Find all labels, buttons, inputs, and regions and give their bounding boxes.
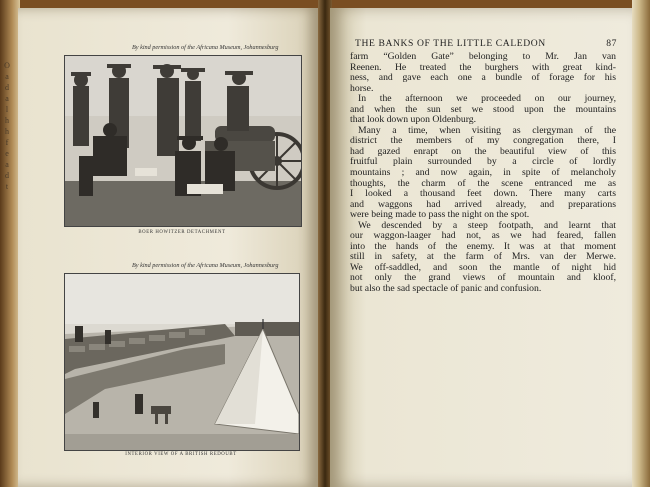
british-redoubt-illustration <box>65 274 299 450</box>
boer-howitzer-illustration <box>65 56 301 226</box>
margin-letter: a <box>5 94 9 103</box>
page-number: 87 <box>606 38 617 49</box>
text-line: fruitful plain surrounded by a circle of lordly <box>350 156 616 168</box>
paragraph <box>350 52 616 94</box>
bottom-photo-credit: By kind permission of the Africana Museum, Johannesburg <box>132 262 279 269</box>
margin-letter: f <box>5 138 9 147</box>
text-line: In the afternoon we proceeded on our journey, <box>358 93 616 105</box>
text-line: and waggons had arrived already, and preparations <box>350 198 616 210</box>
text-line: that look down upon Oldenburg. <box>350 114 477 126</box>
text-line: Reenen. He treated the burghers with great kind- <box>350 61 616 73</box>
top-photo <box>64 55 302 227</box>
paragraph <box>350 126 616 221</box>
margin-letter: a <box>5 160 9 169</box>
book-cover-edge-right <box>632 0 650 487</box>
text-line: had gazed enrapt on the beautiful view of this <box>350 145 616 157</box>
text-line: mountains ; and now again, in spite of melancholy <box>350 167 616 179</box>
body-text <box>350 52 616 295</box>
top-photo-caption: BOER HOWITZER DETACHMENT <box>138 230 226 235</box>
text-line: thoughts, the charm of the scene entranced me as <box>350 177 616 189</box>
text-line: ness, and gave each one a bundle of forage for his <box>350 72 616 84</box>
margin-letter: l <box>5 105 9 114</box>
text-line: but also the sad spectacle of panic and confusion. <box>350 283 542 295</box>
text-line: We descended by a steep footpath, and learnt that <box>358 219 616 231</box>
margin-letter: O <box>4 61 10 70</box>
running-title: THE BANKS OF THE LITTLE CALEDON <box>355 38 546 49</box>
text-line: and when the sun set we stood upon the mountains <box>350 103 616 115</box>
margin-letter: t <box>5 182 9 191</box>
text-line: We off-saddled, and soon the mantle of night hid <box>350 261 616 273</box>
text-line: still in safety, at the farm of Mrs. van der Merwe. <box>350 251 616 263</box>
margin-letter: d <box>5 171 9 180</box>
text-line: our waggon-laager had not, as we had feared, fallen <box>350 230 616 242</box>
text-line: district the members of my congregation there, I <box>350 135 616 147</box>
bottom-photo <box>64 273 300 451</box>
top-photo-credit: By kind permission of the Africana Museum, Johannesburg <box>132 44 279 51</box>
bottom-photo-caption: INTERIOR VIEW OF A BRITISH REDOUBT <box>125 452 237 457</box>
previous-page-margin-letters <box>2 60 12 260</box>
margin-letter: a <box>5 72 9 81</box>
paragraph <box>350 221 616 295</box>
text-line: horse. <box>350 82 374 94</box>
margin-letter: e <box>5 149 9 158</box>
text-line: I looked a thousand feet down. There many carts <box>350 188 616 200</box>
paragraph <box>350 94 616 126</box>
text-line: Many a time, when visiting as clergyman of the <box>358 124 616 136</box>
margin-letter: d <box>5 83 9 92</box>
margin-letter: h <box>5 116 9 125</box>
text-line: were being made to pass the night on the spot. <box>350 209 530 221</box>
text-line: farm “Golden Gate” belonging to Mr. Jan van <box>350 51 616 62</box>
text-line: into the hands of the enemy. It was at that moment <box>350 240 616 252</box>
text-line: not only the grand views of mountain and kloof, <box>350 272 616 284</box>
margin-letter: h <box>5 127 9 136</box>
